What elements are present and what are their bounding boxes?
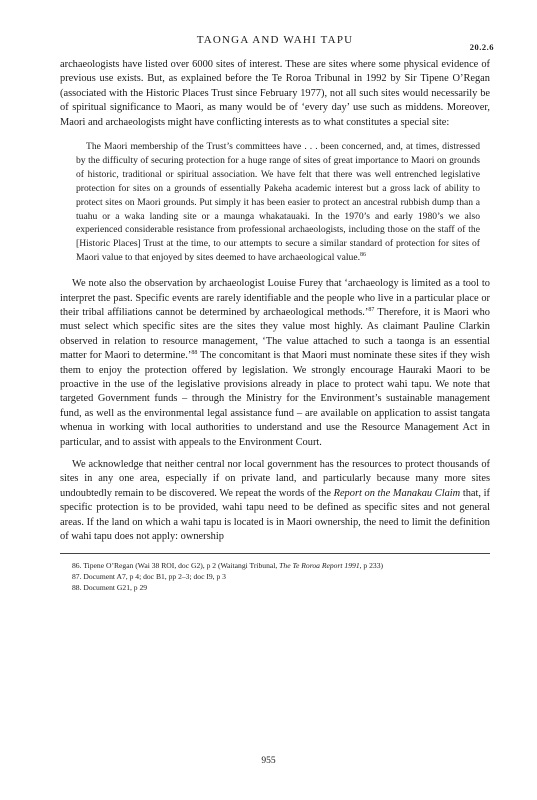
running-head — [60, 34, 494, 52]
block-quote — [76, 140, 480, 265]
block-quote-paragraph — [76, 140, 480, 265]
footnote-ref-87[interactable]: 87 — [368, 307, 375, 313]
running-head-title: TAONGA AND WAHI TAPU — [196, 34, 354, 46]
footnote-86-text-end: , p 233) — [359, 560, 384, 570]
paragraph-1 — [60, 58, 490, 130]
footnote-86-italic: The Te Roroa Report 1991 — [279, 560, 360, 570]
body-text — [60, 58, 490, 545]
block-quote-text: The Maori membership of the Trust’s committees have . . . been concerned, and, at times, distressed by the difficulty of securing protection for a huge range of sites of great importance to Maori on grounds of historic, traditional or spiritual association. We have felt that there was well entrenched legislative protection for sites on a grounds of essentially Pakeha academic interest but a gross lack of ability to protect sites on Maori grounds. Put simply it has been easier to protect an ancestral rubbish dump than a tuahu or a waka landing site or a maunga whakatauaki. In the 1970’s and early 1980’s we also experienced considerable resistance from professional archaeologists, including those on the staff of the [Historic Places] Trust at the time, to our attempts to secure a similar standard of protection for sites of Maori value to that enjoyed by sites deemed to have archaeological value. — [76, 141, 480, 264]
paragraph-2-text-c: The concomitant is that Maori must nominate these sites if they wish them to enjoy the protection offered by legislation. We strongly encourage Hauraki Maori to be proactive in the use of the legislative provisions already in place to protect wahi tapu. We note that targeted Government funds – through the Ministry for the Environment’s sustainable management fund, as well as the environmental legal assistance fund – are available on application to assist tangata whenua in working with local authorities to understand and use the Resource Management Act in particular, and to assist with appeals to the Environment Court. — [60, 350, 491, 448]
footnote-86 — [60, 560, 490, 571]
footnote-88 — [60, 582, 490, 593]
paragraph-2-text-a: We note also the observation by archaeologist Louise Furey that ‘archaeology is limited as a tool to interpret the past. Specific events are rarely identifiable and the people who live in a particular place or their tribal affiliations cannot be determined by archaeological methods.’ — [60, 278, 490, 318]
paragraph-2-text-b: Therefore, it is Maori who must select which specific sites are the sites they value most highly. As claimant Pauline Clarkin observed in relation to resource management, ‘The value attached to such a taonga is an essential matter for Maori to determine.’ — [60, 307, 490, 362]
footnote-ref-86[interactable]: 86 — [359, 252, 366, 259]
footnote-ref-88[interactable]: 88 — [191, 350, 198, 357]
footnote-88-text: 88. Document G21, p 29 — [72, 583, 148, 593]
section-number: 20.2.6 — [469, 42, 494, 52]
paragraph-2 — [60, 277, 490, 450]
footnote-86-text: 86. Tipene O’Regan (Wai 38 ROI, doc G2), p 2 (Waitangi Tribunal, — [72, 560, 280, 570]
footnote-87-text: 87. Document A7, p 4; doc B1, pp 2–3; doc I9, p 3 — [72, 571, 226, 581]
paragraph-1-text: archaeologists have listed over 6000 sites of interest. These are sites where some physical evidence of previous use exists. But, as explained before the Te Roroa Tribunal in 1992 by Sir Tipene O’Regan (associated with the Historic Places Trust since February 1977), not all such sites would necessarily be of spiritual significance to Maori, as many would be of ‘every day’ use such as middens. Moreover, Maori and archaeologists might have conflicting interests as to what constitutes a special site: — [60, 59, 490, 128]
paragraph-3-text-b: that, if specific protection is to be provided, wahi tapu need to be defined as specific sites and not general areas. If the land on which a wahi tapu is located is in Maori ownership, the need to limit the definition of wahi tapu does not apply: ownership — [60, 487, 490, 543]
report-title-italic: Report on the Manakau Claim — [333, 487, 461, 499]
footnote-divider — [60, 553, 490, 554]
footnote-87 — [60, 571, 490, 582]
page — [60, 34, 494, 594]
paragraph-3-text-a: We acknowledge that neither central nor local government has the resources to protect thousands of sites in any one area, especially if on private land, and particularly because many more sites undoubtedly remain to be discovered. We repeat the words of the — [60, 459, 490, 499]
paragraph-3 — [60, 458, 490, 544]
footnotes — [60, 560, 490, 594]
page-number: 955 — [261, 756, 276, 766]
